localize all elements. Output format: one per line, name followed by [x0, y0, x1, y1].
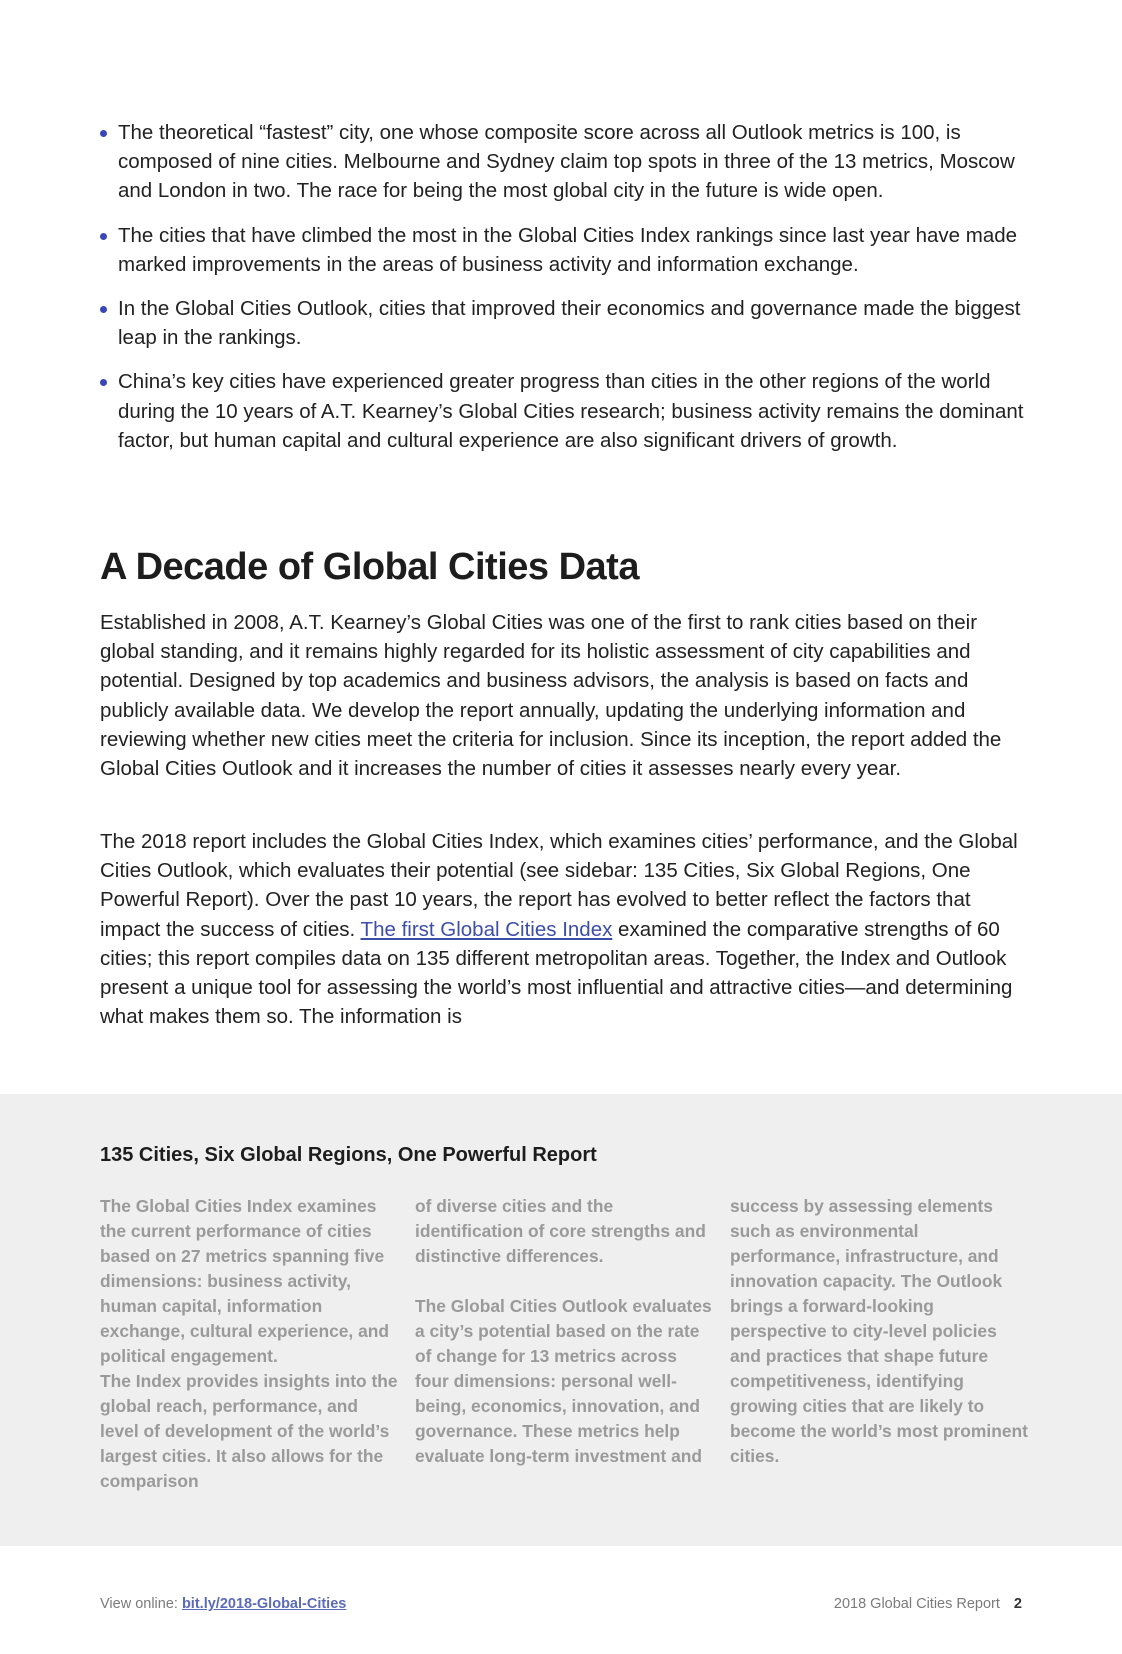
sidebar-box: [0, 1094, 1122, 1546]
sidebar-title: 135 Cities, Six Global Regions, One Powerful Report: [100, 1144, 597, 1166]
sidebar-paragraph: of diverse cities and the identification of core strengths and distinctive differences.: [415, 1196, 706, 1266]
footer-report-title: 2018 Global Cities Report: [833, 1596, 1000, 1612]
bullet-text: The cities that have climbed the most in the Global Cities Index rankings since last year have made marked improvements in the areas of business activity and information exchange.: [118, 223, 1018, 276]
page-number: 2: [1013, 1596, 1022, 1612]
bullet-text: In the Global Cities Outlook, cities that improved their economics and governance made the biggest leap in the rankings.: [118, 297, 1021, 350]
list-item: [100, 367, 1030, 455]
paragraph-text: The 2018 report includes the Global Cities Index, which examines cities’ performance, and the Global Cities Outlook, which evaluates their potential (see sidebar: 135 Cities, Six Global Regions, One Powerful Report). Over the past 10 years, the report has evolved to better reflect the factors that impact the success of cities.: [100, 830, 1018, 941]
first-global-cities-index-link[interactable]: The first Global Cities Index: [360, 917, 613, 941]
sidebar-column-3: [730, 1194, 1028, 1469]
sidebar-paragraph: The Index provides insights into the global reach, performance, and level of development of the world’s largest cities. It also allows for the comparison: [100, 1371, 398, 1491]
body-paragraph-1: Established in 2008, A.T. Kearney’s Global Cities was one of the first to rank cities based on their global standing, and it remains highly regarded for its holistic assessment of city capabilities and potential. Designed by top academics and business advisors, the analysis is based on facts and publicly available data. We develop the report annually, updating the underlying information and reviewing whether new cities meet the criteria for inclusion. Since its inception, the report added the Global Cities Outlook and it increases the number of cities it assesses nearly every year.: [100, 611, 1002, 781]
bullet-text: The theoretical “fastest” city, one whose composite score across all Outlook metrics is 100, is composed of nine cities. Melbourne and Sydney claim top spots in three of the 13 metrics, Moscow and London in two. The race for being the most global city in the future is wide open.: [118, 121, 1015, 203]
list-item: [100, 118, 1030, 206]
footer-report-info: [834, 1596, 1022, 1612]
footer-view-online: [100, 1596, 346, 1612]
sidebar-paragraph: The Global Cities Outlook evaluates a city’s potential based on the rate of change for 13 metrics across four dimensions: personal well-being, economics, innovation, and governance. These metrics help evaluate long-term investment and: [415, 1296, 712, 1466]
section-title: A Decade of Global Cities Data: [100, 546, 639, 588]
sidebar-paragraph: success by assessing elements such as environmental performance, infrastructure, and innovation capacity. The Outlook brings a forward-looking perspective to city-level policies and practices that shape future competitiveness, identifying growing cities that are likely to become the world’s most prominent cities.: [730, 1196, 1028, 1466]
bullet-icon: [100, 130, 107, 137]
bullet-text: China’s key cities have experienced greater progress than cities in the other regions of the world during the 10 years of A.T. Kearney’s Global Cities research; business activity remains the dominant factor, but human capital and cultural experience are also significant drivers of growth.: [118, 370, 1024, 452]
list-item: [100, 221, 1030, 279]
footer-label: View online:: [100, 1596, 182, 1612]
bullet-icon: [100, 306, 107, 313]
sidebar-column-2: [415, 1194, 713, 1469]
sidebar-column-1: [100, 1194, 398, 1494]
bullet-icon: [100, 233, 107, 240]
paragraph-text: examined the comparative strengths of 60 cities; this report compiles data on 135 different metropolitan areas. Together, the Index and Outlook present a unique tool for assessing the world’s most influential and attractive cities—and determining what makes them so. The information is: [100, 917, 1013, 1029]
sidebar-paragraph: The Global Cities Index examines the current performance of cities based on 27 metrics spanning five dimensions: business activity, human capital, information exchange, cultural experience, and political engagement.: [100, 1196, 389, 1366]
list-item: [100, 294, 1030, 352]
bullet-icon: [100, 379, 107, 386]
key-findings-list: [100, 118, 1030, 470]
body-paragraph-2: [100, 827, 1030, 1031]
footer-online-link[interactable]: bit.ly/2018-Global-Cities: [181, 1596, 347, 1612]
